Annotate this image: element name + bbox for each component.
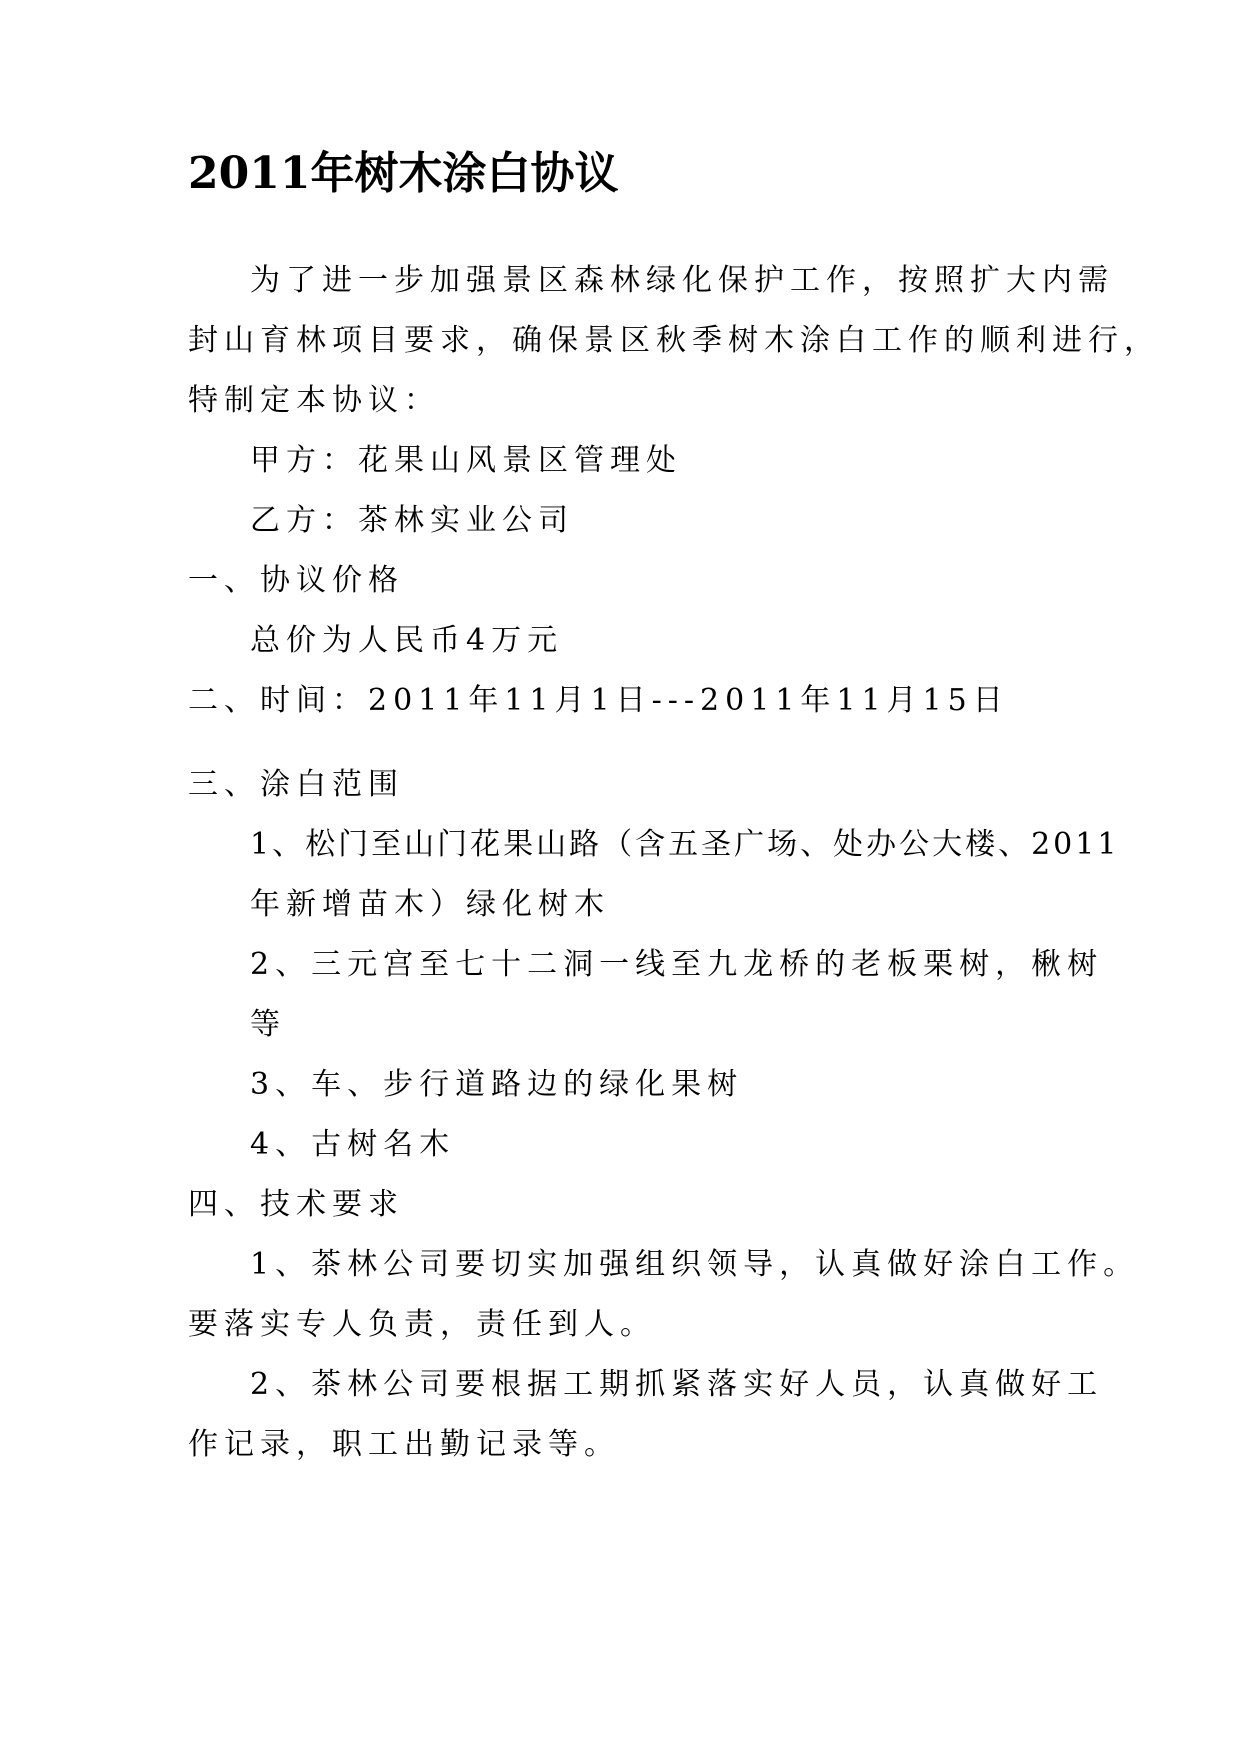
section-3-item-2-cont: 等	[250, 1007, 286, 1042]
intro-line-1: 为了进一步加强景区森林绿化保护工作，按照扩大内需	[250, 263, 1114, 298]
intro-line-3: 特制定本协议：	[188, 383, 440, 418]
section-3-heading: 三、涂白范围	[188, 767, 404, 802]
section-1-body: 总价为人民币4万元	[250, 623, 564, 658]
section-3-item-4: 4、古树名木	[250, 1127, 456, 1162]
section-4-item-1-cont: 要落实专人负责，责任到人。	[188, 1307, 656, 1342]
section-4-item-2-cont: 作记录，职工出勤记录等。	[188, 1427, 620, 1462]
section-3-item-1: 1、松门至山门花果山路（含五圣广场、处办公大楼、2011	[250, 827, 1120, 862]
section-4-heading: 四、技术要求	[188, 1187, 404, 1222]
intro-line-2: 封山育林项目要求，确保景区秋季树木涂白工作的顺利进行，	[188, 323, 1160, 358]
section-4-item-1: 1、茶林公司要切实加强组织领导，认真做好涂白工作。	[250, 1247, 1140, 1282]
party-b: 乙方：茶林实业公司	[250, 503, 574, 538]
party-a: 甲方：花果山风景区管理处	[250, 443, 682, 478]
section-3-item-2: 2、三元宫至七十二洞一线至九龙桥的老板栗树，楸树	[250, 947, 1104, 982]
section-1-heading: 一、协议价格	[188, 563, 404, 598]
section-2-heading: 二、时间：2011年11月1日---2011年11月15日	[188, 683, 1009, 718]
section-3-item-3: 3、车、步行道路边的绿化果树	[250, 1067, 744, 1102]
document-title: 2011年树木涂白协议	[188, 148, 619, 199]
section-3-item-1-cont: 年新增苗木）绿化树木	[250, 887, 610, 922]
section-4-item-2: 2、茶林公司要根据工期抓紧落实好人员，认真做好工	[250, 1367, 1104, 1402]
